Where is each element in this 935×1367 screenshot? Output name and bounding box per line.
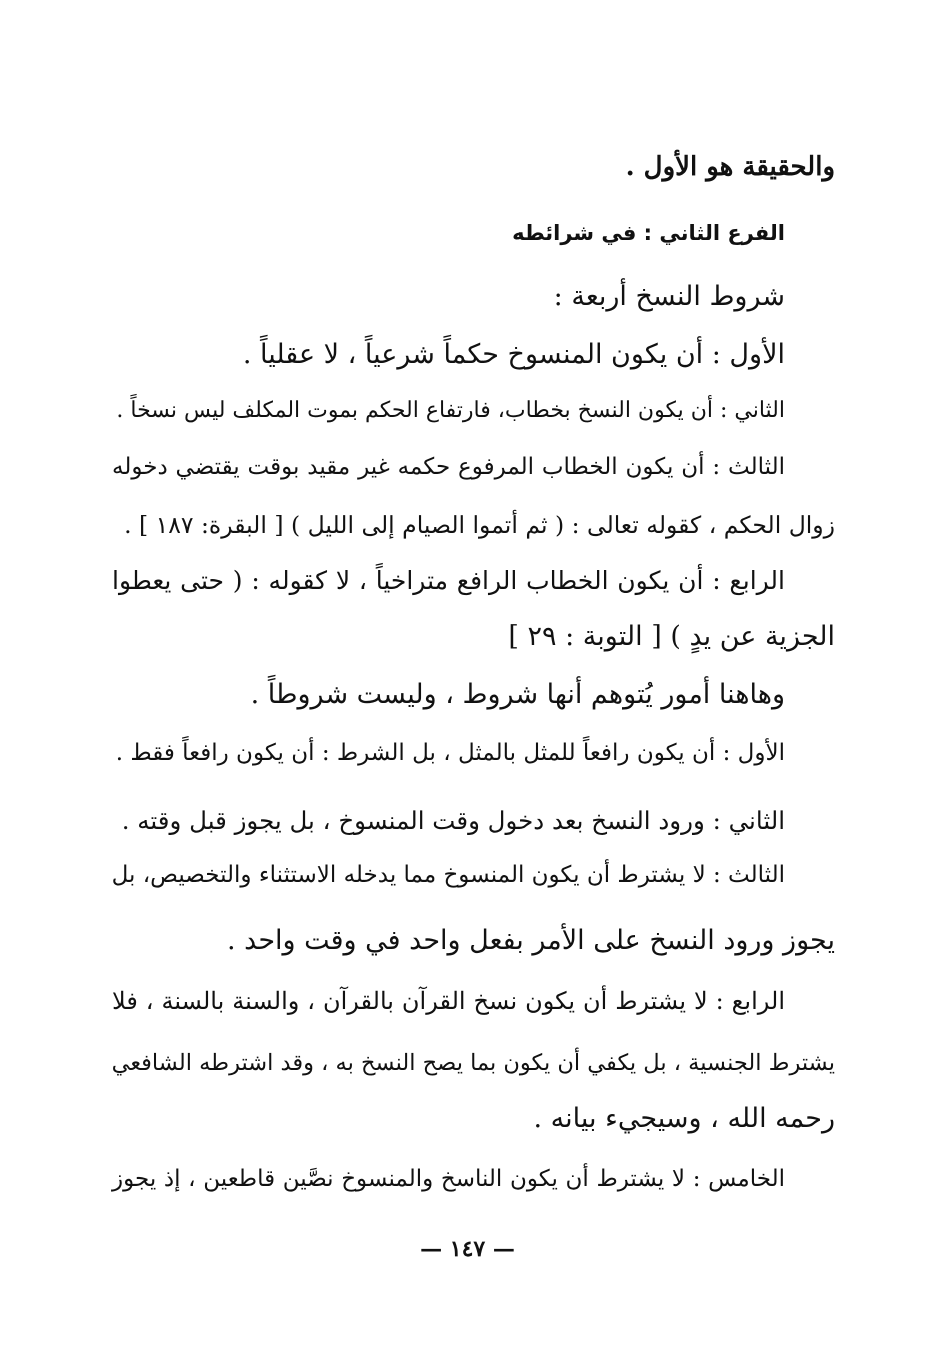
text-line-10: وهاهنا أمور يُتوهم أنها شروط ، وليست شروطاً . — [250, 679, 785, 710]
text-line-9: الجزية عن يدٍ ) [ التوبة : ٢٩ ] — [508, 621, 835, 652]
text-line-4: الأول : أن يكون المنسوخ حكماً شرعياً ، لا عقلياً . — [242, 339, 785, 370]
text-line-15: الرابع : لا يشترط أن يكون نسخ القرآن بالقرآن ، والسنة بالسنة ، فلا — [112, 987, 785, 1015]
text-line-17: رحمه الله ، وسيجيء بيانه . — [533, 1103, 835, 1134]
text-line-6: الثالث : أن يكون الخطاب المرفوع حكمه غير مقيد بوقت يقتضي دخوله — [112, 454, 785, 480]
text-line-14: يجوز ورود النسخ على الأمر بفعل واحد في وقت واحد . — [226, 925, 835, 956]
text-line-7: زوال الحكم ، كقوله تعالى : ( ثم أتموا الصيام إلى الليل ) [ البقرة: ١٨٧ ] . — [124, 511, 835, 539]
text-line-18: الخامس : لا يشترط أن يكون الناسخ والمنسوخ نصَّين قاطعين ، إذ يجوز — [112, 1166, 785, 1192]
text-line-12: الثاني : ورود النسخ بعد دخول وقت المنسوخ ، بل يجوز قبل وقته . — [121, 806, 785, 835]
text-line-16: يشترط الجنسية ، بل يكفي أن يكون بما يصح النسخ به ، وقد اشترطه الشافعي — [111, 1050, 835, 1076]
text-line-5: الثاني : أن يكون النسخ بخطاب، فارتفاع الحكم بموت المكلف ليس نسخاً . — [116, 398, 785, 423]
text-line-11: الأول : أن يكون رافعاً للمثل بالمثل ، بل الشرط : أن يكون رافعاً فقط . — [115, 740, 785, 766]
page-number: — ١٤٧ — — [420, 1236, 515, 1262]
text-line-3: شروط النسخ أربعة : — [553, 281, 785, 312]
text-line-13: الثالث : لا يشترط أن يكون المنسوخ مما يدخله الاستثناء والتخصيص، بل — [111, 862, 785, 888]
section-heading: الفرع الثاني : في شرائطه — [512, 221, 785, 245]
text-line-1: والحقيقة هو الأول . — [625, 152, 835, 182]
text-line-8: الرابع : أن يكون الخطاب الرافع متراخياً ، لا كقوله : ( حتى يعطوا — [112, 566, 785, 595]
